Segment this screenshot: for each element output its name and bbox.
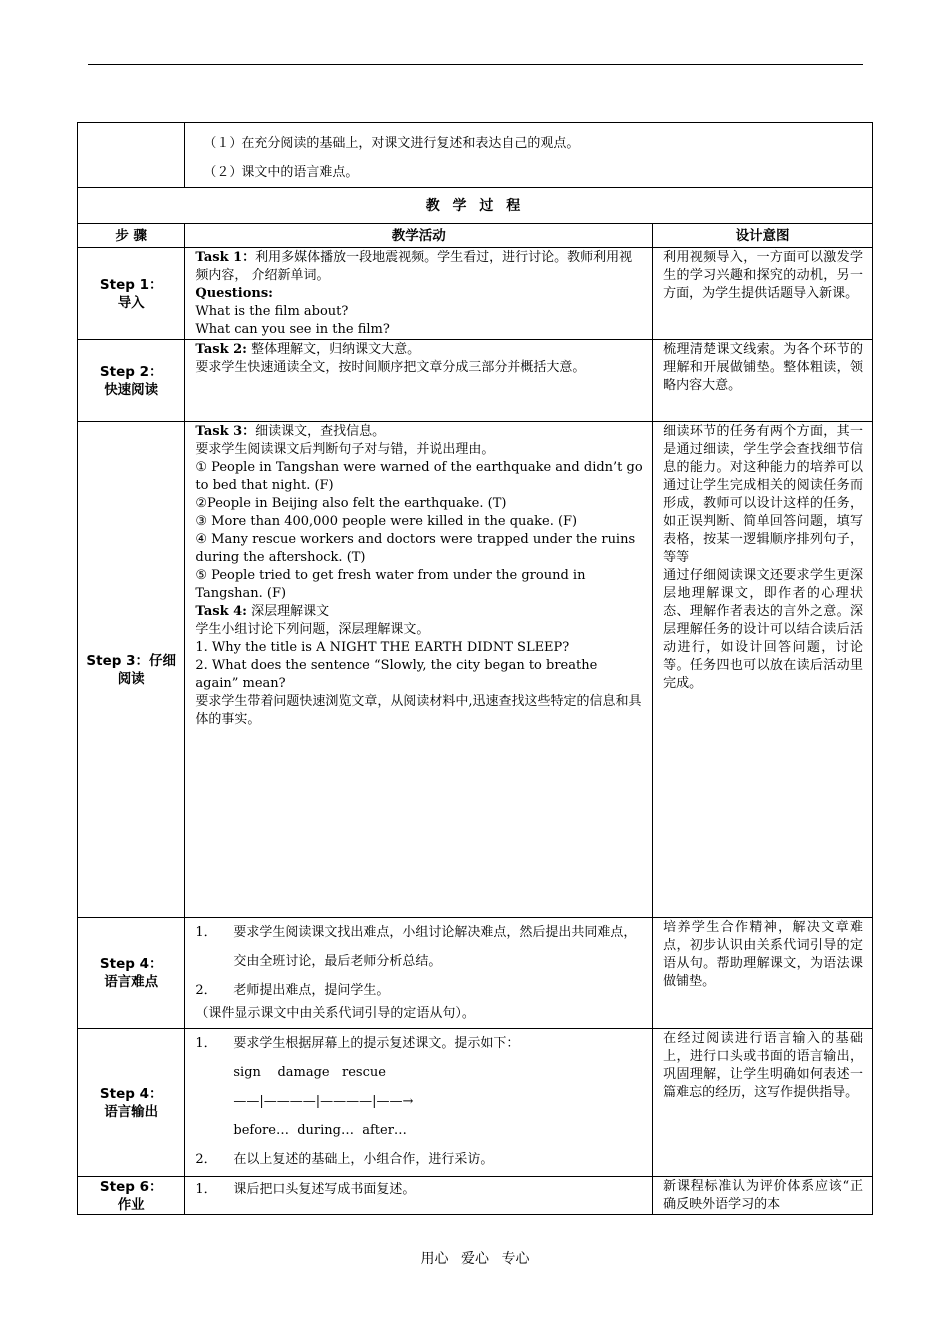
statement-item: ②People in Beijing also felt the earthquake. (T) bbox=[195, 496, 507, 511]
list-item: 1． 要求学生根据屏幕上的提示复述课文。提示如下： bbox=[195, 1036, 520, 1051]
design-cell: 利用视频导入，一方面可以激发学生的学习兴趣和探究的动机，另一方面，为学生提供话题导入新课。 bbox=[653, 248, 873, 340]
list-item: 1． 要求学生阅读课文找出难点，小组讨论解决难点，然后提出共同难点，交由全班讨论，最后老师分析总结。 bbox=[195, 925, 637, 969]
table-row bbox=[78, 1177, 873, 1215]
header-design: 设计意图 bbox=[653, 224, 873, 248]
objective-item: （２）课文中的语言难点。 bbox=[203, 165, 359, 180]
header-rule bbox=[88, 64, 863, 65]
activity-cell: Task 1：利用多媒体播放一段地震视频。学生看过，进行讨论。教师利用视频内容， 介绍新单词。 Questions: What is the film about? What can you see in the film? bbox=[185, 248, 653, 340]
objectives-row bbox=[78, 123, 873, 188]
header-step: 步 骤 bbox=[78, 224, 185, 248]
list-item: 2． 在以上复述的基础上，小组合作，进行采访。 bbox=[195, 1152, 494, 1167]
page-footer: 用心 爱心 专心 bbox=[420, 1251, 530, 1267]
design-cell: 新课程标准认为评价体系应该“正确反映外语学习的本 bbox=[653, 1177, 873, 1215]
design-cell: 细读环节的任务有两个方面，其一是通过细读，学生学会查找细节信息的能力。对这种能力的培养可以通过让学生完成相关的阅读任务而形成，教师可以设计这样的任务，如正误判断、简单回答问题，填写表格，按某一逻辑顺序排列句子，等等 通过仔细阅读课文还要求学生更深层地理解课文，即作者的心理状态、理解作者表达的言外之意。深层理解任务的设计可以结合读后活动进行，如设计回答问题，讨论等。任务四也可以放在读后活动里完成。 bbox=[653, 422, 873, 918]
statement-item: ⑤ People tried to get fresh water from under the ground in Tangshan. (F) bbox=[195, 568, 586, 601]
activity-cell: Task 3：细读课文，查找信息。 要求学生阅读课文后判断句子对与错，并说出理由。 ① People in Tangshan were warned of the earthquake and didn’t go to bed that night. (F) ②People in Beijing also felt the earthquake. (T) ③ More than 400,000 people were killed in the quake. (F) ④ Many rescue workers and doctors were trapped under the ruins during the aftershock. (T) ⑤ People tried to get fresh water from under the ground in Tangshan. (F) Task 4: 深层理解课文 学生小组讨论下列问题，深层理解课文。 1. Why the title is A NIGHT THE EARTH DIDNT SLEEP? 2. What does the sentence “Slowly, the city began to breathe again” mean? 要求学生带着问题快速浏览文章，从阅读材料中,迅速查找这些特定的信息和具体的事实。 bbox=[185, 422, 653, 918]
step-label: Step 3：仔细 阅读 bbox=[78, 422, 185, 918]
table-row bbox=[78, 248, 873, 340]
statement-item: ③ More than 400,000 people were killed in the quake. (F) bbox=[195, 514, 578, 529]
activity-cell: Task 2: 整体理解文，归纳课文大意。 要求学生快速通读全文，按时间顺序把文章分成三部分并概括大意。 bbox=[185, 340, 653, 422]
table-row bbox=[78, 422, 873, 918]
question-item: 1. Why the title is A NIGHT THE EARTH DIDNT SLEEP? bbox=[195, 640, 570, 655]
section-title: 教 学 过 程 bbox=[78, 188, 873, 224]
objectives-label-cell bbox=[78, 123, 185, 188]
step-label: Step 4： 语言难点 bbox=[78, 918, 185, 1029]
header-activity: 教学活动 bbox=[185, 224, 653, 248]
cue-words: sign damage rescue bbox=[233, 1065, 386, 1080]
list-item: 1． 课后把口头复述写成书面复述。 bbox=[195, 1182, 416, 1197]
activity-cell bbox=[185, 1177, 653, 1215]
objectives-cell bbox=[185, 123, 873, 188]
table-row bbox=[78, 340, 873, 422]
statement-item: ④ Many rescue workers and doctors were trapped under the ruins during the aftershock. (T) bbox=[195, 532, 636, 565]
section-title-row bbox=[78, 188, 873, 224]
activity-cell: 1． 要求学生阅读课文找出难点，小组讨论解决难点，然后提出共同难点，交由全班讨论，最后老师分析总结。 2． 老师提出难点，提问学生。 （课件显示课文中由关系代词引导的定语从句）。 bbox=[185, 918, 653, 1029]
column-header-row bbox=[78, 224, 873, 248]
activity-cell bbox=[185, 1029, 653, 1177]
time-periods: before… during… after… bbox=[233, 1123, 407, 1138]
design-cell: 在经过阅读进行语言输入的基础上，进行口头或书面的语言输出，巩固理解，让学生明确如何表述一篇难忘的经历，这写作提供指导。 bbox=[653, 1029, 873, 1177]
table-row bbox=[78, 1029, 873, 1177]
statement-item: ① People in Tangshan were warned of the earthquake and didn’t go to bed that night. (F) bbox=[195, 460, 643, 493]
step-label: Step 4： 语言输出 bbox=[78, 1029, 185, 1177]
step-label: Step 1： 导入 bbox=[78, 248, 185, 340]
list-item: 2． 老师提出难点，提问学生。 bbox=[195, 983, 390, 998]
timeline: ——|————|————|——→ bbox=[233, 1094, 414, 1109]
design-cell: 培养学生合作精神，解决文章难点，初步认识由关系代词引导的定语从句。帮助理解课文，为语法课做铺垫。 bbox=[653, 918, 873, 1029]
table-row bbox=[78, 918, 873, 1029]
lesson-plan-table bbox=[77, 122, 873, 1215]
design-cell: 梳理清楚课文线索。为各个环节的理解和开展做铺垫。整体粗读，领略内容大意。 bbox=[653, 340, 873, 422]
objective-item: （１）在充分阅读的基础上，对课文进行复述和表达自己的观点。 bbox=[203, 136, 580, 151]
step-label: Step 2： 快速阅读 bbox=[78, 340, 185, 422]
step-label: Step 6： 作业 bbox=[78, 1177, 185, 1215]
question-item: 2. What does the sentence “Slowly, the city began to breathe again” mean? bbox=[195, 658, 598, 691]
